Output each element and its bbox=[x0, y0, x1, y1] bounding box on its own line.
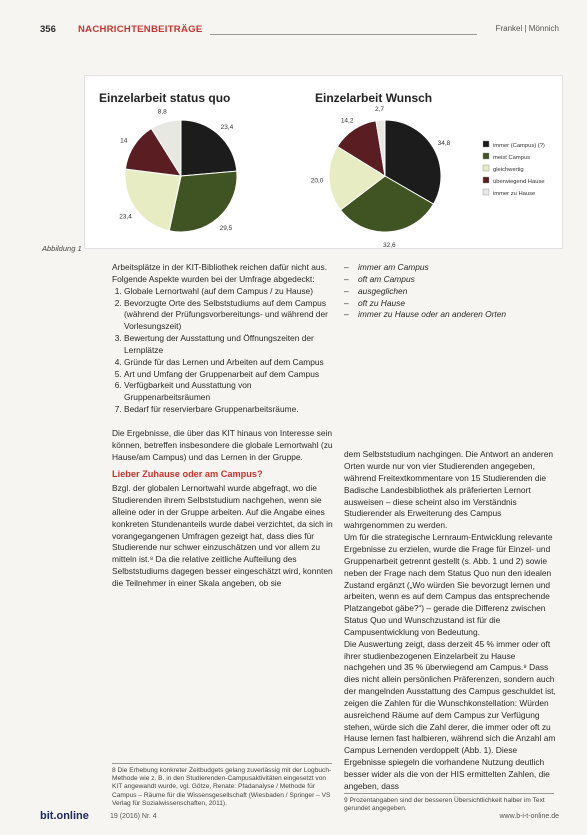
right-para1: dem Selbststudium nachgingen. Die Antwort an anderen Orten wurde nur von vier Studierenden angegeben, während Freitextkommentare von 15 Studierenden die Badische Landesbibliothek als präferierten Lernort ausweisen – diese scheint also im Verständnis Studierender als Erweiterung des Campus wahrgenommen zu werden. bbox=[344, 449, 554, 531]
slice-label: 29,5 bbox=[219, 224, 233, 232]
legend-label: gleichwertig bbox=[493, 167, 524, 173]
journal-logo: bit.online bbox=[40, 810, 89, 822]
figure-caption: Abbildung 1 bbox=[42, 244, 82, 253]
pie-charts-svg bbox=[85, 76, 562, 248]
chart-title: Einzelarbeit Wunsch bbox=[315, 91, 433, 105]
slice-label: 34,8 bbox=[437, 140, 451, 148]
slice-label: 8,8 bbox=[157, 108, 167, 116]
page-header bbox=[40, 24, 559, 38]
right-column bbox=[344, 262, 556, 793]
issue-info: 19 (2016) Nr. 4 bbox=[110, 813, 157, 820]
header-authors: Frankel | Mönnich bbox=[495, 24, 559, 33]
scale-option: – ausgeglichen bbox=[344, 285, 408, 296]
slice-label: 20,0 bbox=[310, 177, 324, 185]
scale-options-list bbox=[344, 262, 556, 321]
aspect-item: 2. Bevorzugte Orte des Selbststudiums auf dem Campus (während der Prüfungsvorbereitungs- und während der Vorlesungszeit) bbox=[124, 298, 336, 334]
legend-swatch bbox=[483, 153, 489, 159]
scale-option: – oft am Campus bbox=[344, 273, 415, 284]
left-para3: Bzgl. der globalen Lernortwahl wurde abgefragt, wo die Studierenden ihrem Selbststudium nachgehen, wenn sie alleine oder in der Gruppe arbeiten. Auf die Angabe eines konkreten Stundenanteils wurde dabei verzichtet, da sich in vorangegangenen Umfragen gezeigt hat, dass dies für Studierende nur schwer einzuschätzen und vor allem zu mitteln ist.⁸ Da die relative zeitliche Aufteilung des Selbststudiums dagegen besser eingeschätzt wird, konnten die Teilnehmer in einer Skala angeben, ob sie bbox=[112, 483, 333, 588]
chart-title: Einzelarbeit status quo bbox=[99, 91, 231, 105]
aspect-item: 1. Globale Lernortwahl (auf dem Campus / zu Hause) bbox=[124, 286, 336, 298]
scale-option: – oft zu Hause bbox=[344, 297, 406, 308]
page-number: 356 bbox=[40, 24, 56, 35]
aspect-item: 7. Bedarf für reservierbare Gruppenarbeitsräume. bbox=[124, 404, 336, 416]
aspect-item: 3. Bewertung der Ausstattung und Öffnungszeiten der Lernplätze bbox=[124, 333, 336, 357]
subheading: Lieber Zuhause oder am Campus? bbox=[112, 469, 263, 480]
slice-label: 14,2 bbox=[340, 117, 354, 125]
header-rule bbox=[210, 34, 477, 35]
aspect-item: 4. Gründe für das Lernen und Arbeiten auf dem Campus bbox=[124, 357, 336, 369]
slice-label: 23,4 bbox=[119, 213, 132, 221]
legend-label: überwiegend Hause bbox=[493, 179, 545, 185]
footnote-right: 9 Prozentangaben sind der besseren Übersichtlichkeit halber im Text gerundet angegeben. bbox=[344, 793, 554, 813]
scale-option: – immer zu Hause oder an anderen Orten bbox=[344, 309, 507, 320]
figure-pie-charts bbox=[84, 75, 563, 249]
aspect-item: 6. Verfügbarkeit und Ausstattung von Gruppenarbeitsräumen bbox=[124, 380, 336, 404]
legend-swatch bbox=[483, 177, 489, 183]
legend-label: meist Campus bbox=[493, 155, 531, 161]
website-link[interactable]: www.b-i-t-online.de bbox=[499, 813, 559, 820]
slice-label: 2,7 bbox=[374, 106, 384, 114]
footnote-left: 8 Die Erhebung konkreter Zeitbudgets gelang zuverlässig mit der Logbuch-Methode wie z. B. in den Studierenden-Campusaktivitäten eingesetzt von KIT angewandt wurde, vgl. Götze, Renate: Pfadanalyse / Methode für Campus – Räume für die Wissensgesellschaft (Wiesbaden / Springer – VS Verlag für Sozialwissenschaften, 2011). bbox=[112, 763, 332, 808]
slice-label: 23,4 bbox=[220, 123, 234, 131]
legend-swatch bbox=[483, 141, 489, 147]
legend-swatch bbox=[483, 189, 489, 195]
aspect-item: 5. Art und Umfang der Gruppenarbeit auf dem Campus bbox=[124, 369, 336, 381]
legend-label: immer (Campus) (?) bbox=[493, 143, 545, 149]
aspects-list bbox=[112, 286, 336, 416]
right-para3: Die Auswertung zeigt, dass derzeit 45 % immer oder oft ihrer studienbezogenen Einzelarbeit zu Hause nachgehen und 35 % überwiegend am Campus.⁹ Dass dies nicht allein persönlichen Präferenzen, sondern auch der mangelnden Ausstattung des Campus geschuldet ist, zeigen die Zahlen für die Wunschkonstellation: Würden ausreichend Räume auf dem Campus zur Verfügung stehen, würde sich die Zahl derer, die immer oder oft zu Hause lernen fast halbieren, während sich die Anzahl am Campus Lernenden verdoppelt (Abb. 1). Diese Ergebnisse spiegeln die vorhandene Nutzung deutlich besser wider als die von der HIS ermittelten Zahlen, die angeben, dass bbox=[344, 638, 556, 791]
left-intro2: Folgende Aspekte wurden bei der Umfrage abgedeckt: bbox=[112, 273, 315, 284]
left-intro: Arbeitsplätze in der KIT-Bibliothek reichen dafür nicht aus. bbox=[112, 262, 328, 272]
right-para2: Um für die strategische Lernraum-Entwicklung relevante Ergebnisse zu erzielen, wurde die Frage für Einzel- und Gruppenarbeit getrennt gestellt (s. Abb. 1 und 2) sowie neben der Frage nach dem Status Quo nun den idealen Zustand ergänzt („Wo würden Sie bevorzugt lernen und arbeiten, wenn es auf dem Campus das entsprechende Platzangebot gäbe?“) – gerade die Differenz zwischen Status Quo und Wunschzustand ist für die Campusentwicklung von Bedeutung. bbox=[344, 532, 553, 637]
page-footer bbox=[40, 812, 559, 824]
left-column bbox=[112, 262, 336, 590]
section-title: NACHRICHTENBEITRÄGE bbox=[78, 24, 203, 35]
scale-option: – immer am Campus bbox=[344, 262, 429, 272]
left-para2: Die Ergebnisse, die über das KIT hinaus von Interesse sein können, betreffen insbesondere die globale Lernortwahl (zu Hause/am Campus) und das Lernen in der Gruppe. bbox=[112, 427, 333, 462]
slice-label: 14 bbox=[120, 137, 128, 145]
legend-label: immer zu Hause bbox=[493, 191, 536, 197]
slice-label: 32,6 bbox=[382, 241, 396, 248]
legend-swatch bbox=[483, 165, 489, 171]
